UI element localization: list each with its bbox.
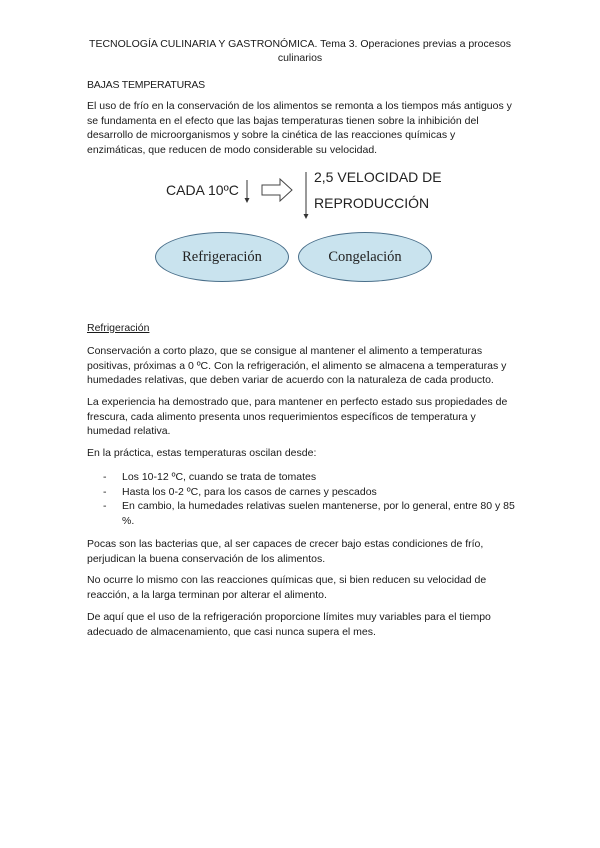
ellipse-refrigeracion: Refrigeración xyxy=(155,232,289,282)
refrigeracion-title: Refrigeración xyxy=(87,322,150,334)
list-item: - Hasta los 0-2 ºC, para los casos de carnes y pescados xyxy=(103,485,377,498)
list-item: - En cambio, la humedades relativas suelen mantenerse, por lo general, entre 80 y 85 %. xyxy=(103,500,515,527)
refrigeracion-paragraph-1: Conservación a corto plazo, que se consigue al mantener el alimento a temperaturas positivas, próximas a 0 ºC. Con la refrigeración, el alimento se almacena a temperaturas y humedades relativas, que deben variar de acuerdo con la naturaleza de cada producto. xyxy=(87,345,507,386)
refrigeracion-paragraph-4: Pocas son las bacterias que, al ser capaces de crecer bajo estas condiciones de frío, perjudican la buena conservación de los alimentos. xyxy=(87,538,484,565)
intro-paragraph: El uso de frío en la conservación de los alimentos se remonta a los tiempos más antiguos y se fundamenta en el efecto que las bajas temperaturas tienen sobre la inhibición del desarrollo de microorganismos y sobre la cinética de las reacciones químicas y enzimáticas, que reducen de modo considerable su velocidad. xyxy=(87,100,512,156)
temperature-list xyxy=(87,470,515,528)
ellipse-congelacion: Congelación xyxy=(298,232,432,282)
header-line-2: culinarios xyxy=(277,52,323,64)
refrigeracion-paragraph-2: La experiencia ha demostrado que, para mantener en perfecto estado sus propiedades de frescura, cada alimento presenta unos requerimientos específicos de temperatura y humedad relativa. xyxy=(87,396,508,437)
section-title: BAJAS TEMPERATURAS xyxy=(87,79,205,91)
down-arrow-head-icon xyxy=(245,198,250,203)
down-arrow-2-head-icon xyxy=(304,214,309,219)
diagram-right-line-1: 2,5 VELOCIDAD DE xyxy=(314,169,442,185)
refrigeracion-paragraph-3: En la práctica, estas temperaturas oscilan desde: xyxy=(87,447,317,459)
diagram-left-text: CADA 10ºC xyxy=(166,182,239,198)
page-header xyxy=(80,37,520,65)
diagram-right-line-2: REPRODUCCIÓN xyxy=(314,195,430,211)
refrigeracion-paragraph-5: No ocurre lo mismo con las reacciones químicas que, si bien reducen su velocidad de reacción, a la larga terminan por alterar el alimento. xyxy=(87,574,487,601)
refrigeracion-paragraph-6: De aquí que el uso de la refrigeración proporcione límites muy variables para el tiempo adecuado de almacenamiento, que casi nunca supera el mes. xyxy=(87,611,491,638)
right-arrow-icon xyxy=(262,179,292,201)
header-line-1: TECNOLOGÍA CULINARIA Y GASTRONÓMICA. Tema 3. Operaciones previas a procesos xyxy=(89,38,511,50)
list-item: - Los 10-12 ºC, cuando se trata de tomates xyxy=(103,471,317,483)
temperature-diagram xyxy=(150,160,450,295)
